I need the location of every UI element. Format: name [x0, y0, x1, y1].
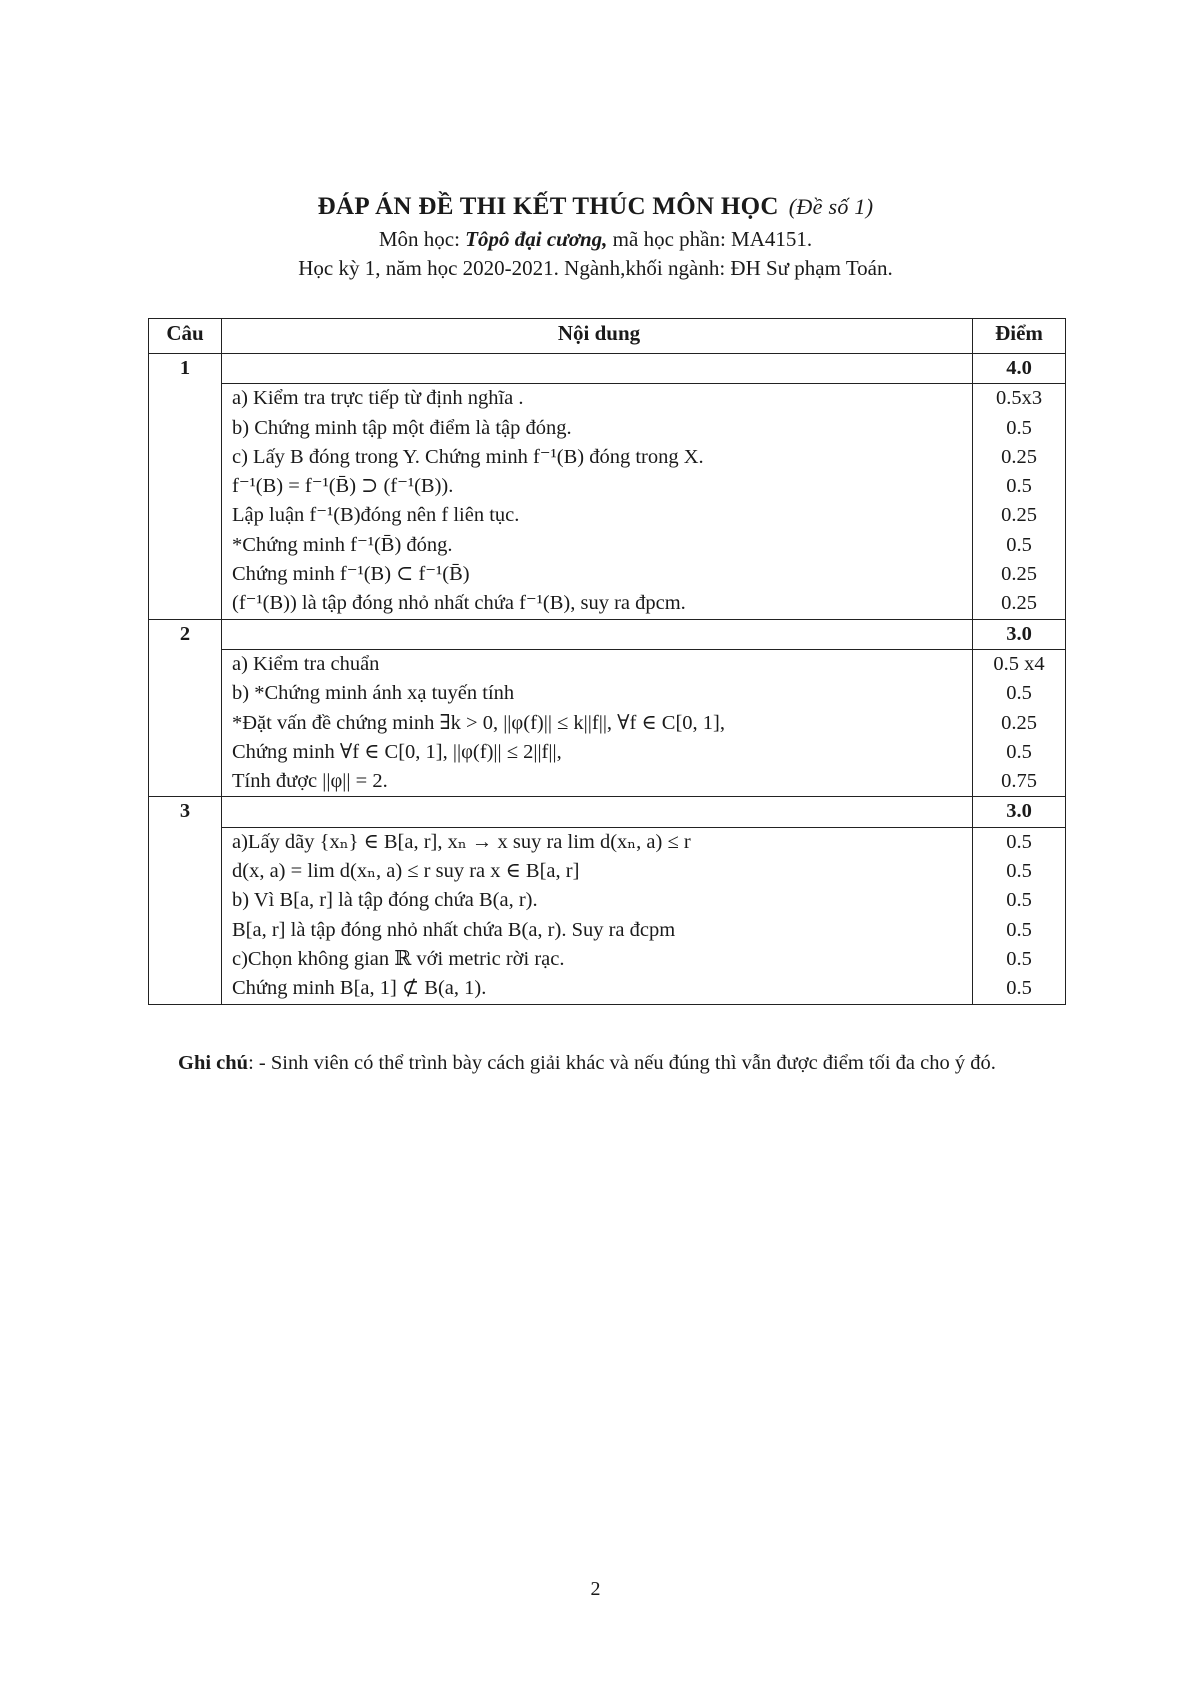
answer-content: c)Chọn không gian ℝ với metric rời rạc.	[222, 945, 973, 974]
answer-content: f⁻¹(B) = f⁻¹(B̄) ⊃ (f⁻¹(B)).	[222, 472, 973, 501]
question-total-spacer	[222, 354, 973, 384]
answer-content: Chứng minh B[a, 1] ⊄ B(a, 1).	[222, 974, 973, 1004]
table-row	[149, 916, 1066, 945]
answer-content: a) Kiểm tra trực tiếp từ định nghĩa .	[222, 384, 973, 414]
answer-points: 0.5	[973, 886, 1066, 915]
answer-content: a)Lấy dãy {xₙ} ∈ B[a, r], xₙ → x suy ra lim d(xₙ, a) ≤ r	[222, 827, 973, 857]
page-number: 2	[590, 1578, 601, 1600]
answer-points: 0.25	[973, 589, 1066, 619]
answer-points: 0.5x3	[973, 384, 1066, 414]
table-row	[149, 767, 1066, 797]
answer-content: (f⁻¹(B)) là tập đóng nhỏ nhất chứa f⁻¹(B), suy ra đpcm.	[222, 589, 973, 619]
document-header	[0, 193, 1191, 281]
answer-points: 0.5 x4	[973, 649, 1066, 679]
table-row	[149, 886, 1066, 915]
answer-points: 0.5	[973, 945, 1066, 974]
answer-table	[148, 318, 1066, 1005]
answer-content: c) Lấy B đóng trong Y. Chứng minh f⁻¹(B) đóng trong X.	[222, 443, 973, 472]
table-row	[149, 974, 1066, 1004]
answer-content: a) Kiểm tra chuẩn	[222, 649, 973, 679]
answer-points: 0.5	[973, 857, 1066, 886]
note-text: : - Sinh viên có thể trình bày cách giải khác và nếu đúng thì vẫn được điểm tối đa cho ý đó.	[248, 1052, 996, 1074]
answer-points: 0.5	[973, 916, 1066, 945]
answer-content: *Chứng minh f⁻¹(B̄) đóng.	[222, 531, 973, 560]
answer-content: b) Chứng minh tập một điểm là tập đóng.	[222, 414, 973, 443]
subject-prefix: Môn học:	[378, 227, 460, 251]
question-total-spacer	[222, 797, 973, 827]
exam-number: (Đề số 1)	[788, 194, 874, 219]
table-row	[149, 414, 1066, 443]
header-points: Điểm	[973, 319, 1066, 354]
answer-content: Chứng minh ∀f ∈ C[0, 1], ||φ(f)|| ≤ 2||f||,	[222, 738, 973, 767]
answer-points: 0.5	[973, 472, 1066, 501]
answer-points: 0.75	[973, 767, 1066, 797]
answer-points: 0.5	[973, 414, 1066, 443]
subject-code: mã học phần: MA4151.	[612, 227, 813, 251]
table-row	[149, 945, 1066, 974]
table-row	[149, 589, 1066, 619]
answer-points: 0.25	[973, 709, 1066, 738]
table-header-row	[149, 319, 1066, 354]
question-total: 3.0	[973, 619, 1066, 649]
header-content: Nội dung	[222, 319, 973, 354]
table-row	[149, 738, 1066, 767]
table-row	[149, 531, 1066, 560]
footnote	[144, 1048, 1059, 1078]
answer-points: 0.25	[973, 443, 1066, 472]
answer-content: b) Vì B[a, r] là tập đóng chứa B(a, r).	[222, 886, 973, 915]
answer-points: 0.5	[973, 679, 1066, 708]
question-3-header-row	[149, 797, 1066, 827]
answer-content: B[a, r] là tập đóng nhỏ nhất chứa B(a, r). Suy ra đcpm	[222, 916, 973, 945]
question-total: 3.0	[973, 797, 1066, 827]
term-line: Học kỳ 1, năm học 2020-2021. Ngành,khối ngành: ĐH Sư phạm Toán.	[298, 256, 893, 280]
subject-line	[0, 227, 1191, 252]
question-2-header-row	[149, 619, 1066, 649]
table-row	[149, 649, 1066, 679]
answer-content: Tính được ||φ|| = 2.	[222, 767, 973, 797]
question-total-spacer	[222, 619, 973, 649]
table-row	[149, 709, 1066, 738]
table-row	[149, 679, 1066, 708]
table-row	[149, 501, 1066, 530]
question-number: 1	[149, 354, 222, 620]
answer-points: 0.25	[973, 560, 1066, 589]
question-1-header-row	[149, 354, 1066, 384]
answer-content: d(x, a) = lim d(xₙ, a) ≤ r suy ra x ∈ B[a, r]	[222, 857, 973, 886]
title-text: ĐÁP ÁN ĐỀ THI KẾT THÚC MÔN HỌC	[317, 193, 779, 220]
answer-points: 0.5	[973, 827, 1066, 857]
answer-points: 0.5	[973, 738, 1066, 767]
table-row	[149, 560, 1066, 589]
table-row	[149, 443, 1066, 472]
table-row	[149, 472, 1066, 501]
question-total: 4.0	[973, 354, 1066, 384]
note-label: Ghi chú	[178, 1052, 249, 1074]
table-row	[149, 827, 1066, 857]
answer-content: b) *Chứng minh ánh xạ tuyến tính	[222, 679, 973, 708]
answer-content: Lập luận f⁻¹(B)đóng nên f liên tục.	[222, 501, 973, 530]
answer-content: *Đặt vấn đề chứng minh ∃k > 0, ||φ(f)|| ≤ k||f||, ∀f ∈ C[0, 1],	[222, 709, 973, 738]
document-title	[0, 193, 1191, 221]
table-row	[149, 857, 1066, 886]
answer-points: 0.5	[973, 974, 1066, 1004]
question-number: 3	[149, 797, 222, 1004]
answer-points: 0.5	[973, 531, 1066, 560]
question-number: 2	[149, 619, 222, 797]
answer-points: 0.25	[973, 501, 1066, 530]
subject-name: Tôpô đại cương,	[465, 227, 608, 251]
answer-content: Chứng minh f⁻¹(B) ⊂ f⁻¹(B̄)	[222, 560, 973, 589]
header-question: Câu	[149, 319, 222, 354]
table-row	[149, 384, 1066, 414]
